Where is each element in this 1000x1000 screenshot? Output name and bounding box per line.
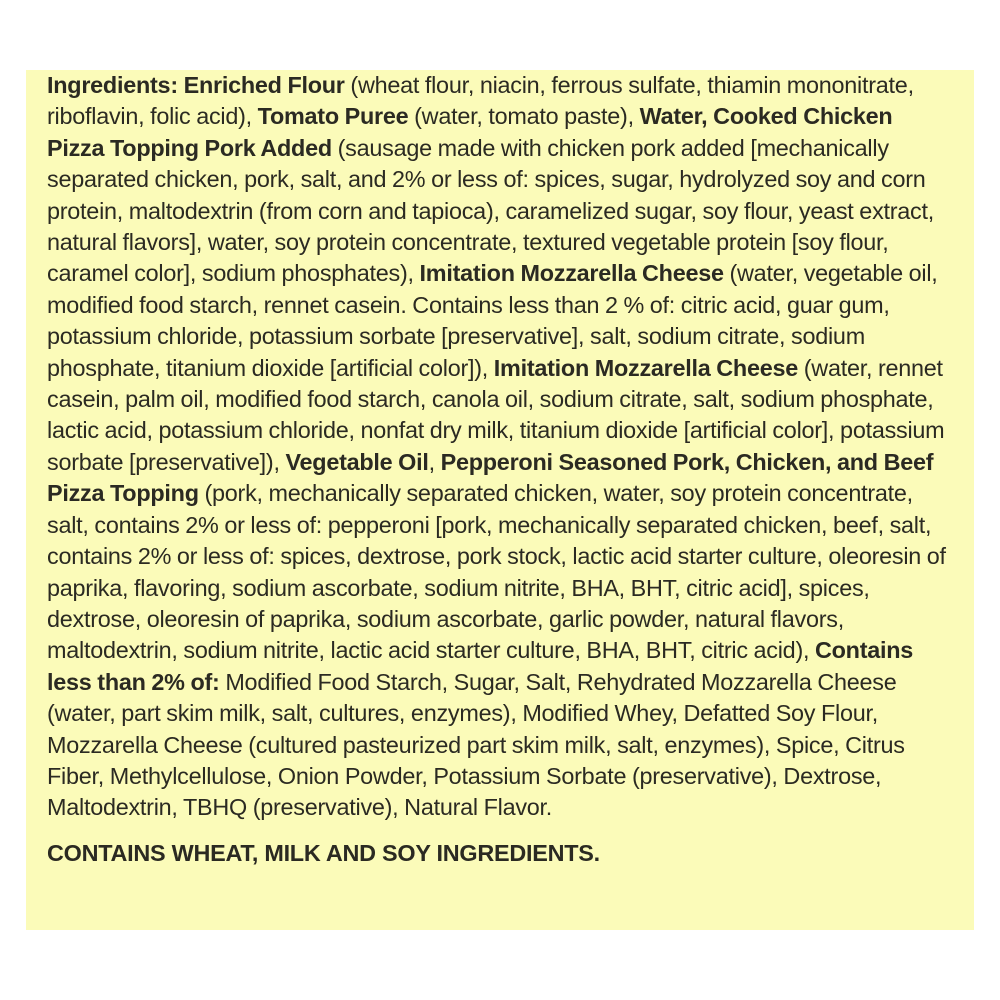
ingredient-segment: Imitation Mozzarella Cheese bbox=[493, 354, 799, 381]
ingredient-segment: Contains less than 2% of: bbox=[47, 637, 914, 695]
allergen-statement: CONTAINS WHEAT, MILK AND SOY INGREDIENTS. bbox=[47, 839, 600, 866]
ingredient-segment: (sausage made with chicken pork added [mechanically separated chicken, pork, salt, and 2% or less of: spices, sugar, hydrolyzed soy and corn protein, maltodextrin (from corn and tapioca), caramelized sugar, soy flour, yeast extract, natural flavors], water, soy protein concentrate, textured vegetable protein [soy flour, caramel color], sodium phosphates), bbox=[47, 134, 934, 287]
ingredient-segment: Vegetable Oil bbox=[285, 448, 429, 475]
ingredient-segment: Ingredients: Enriched Flour bbox=[47, 72, 345, 98]
ingredients-list bbox=[47, 70, 952, 824]
ingredient-segment: (pork, mechanically separated chicken, water, soy protein concentrate, salt, contains 2% or less of: pepperoni [pork, mechanically separated chicken, beef, salt, contains 2% or less of: spices, dextrose, pork stock, lactic acid starter culture, oleoresin of paprika, flavoring, sodium ascorbate, sodium nitrite, BHA, BHT, citric acid], spices, dextrose, oleoresin of paprika, sodium ascorbate, garlic powder, natural flavors, maltodextrin, sodium nitrite, lactic acid starter culture, BHA, BHT, citric acid), bbox=[47, 480, 946, 664]
ingredient-segment: (wheat flour, niacin, ferrous sulfate, thiamin mononitrate, riboflavin, folic acid), bbox=[47, 72, 914, 130]
ingredient-segment: (water, tomato paste), bbox=[408, 103, 640, 130]
ingredient-segment: Water, Cooked Chicken Pizza Topping Pork Added bbox=[47, 103, 893, 161]
ingredient-segment: , bbox=[428, 448, 441, 475]
ingredient-segment: Pepperoni Seasoned Pork, Chicken, and Beef Pizza Topping bbox=[47, 448, 934, 507]
ingredient-segment: Modified Food Starch, Sugar, Salt, Rehydrated Mozzarella Cheese (water, part skim milk, salt, cultures, enzymes), Modified Whey, Defatted Soy Flour, Mozzarella Cheese (cultured pasteurized part skim milk, salt, enzymes), Spice, Citrus Fiber, Methylcellulose, Onion Powder, Potassium Sorbate (preservative), Dextrose, Maltodextrin, TBHQ (preservative), Natural Flavor. bbox=[47, 668, 905, 821]
ingredient-segment: Imitation Mozzarella Cheese bbox=[419, 260, 724, 287]
ingredient-segment: Tomato Puree bbox=[257, 103, 409, 130]
ingredient-segment: (water, rennet casein, palm oil, modified food starch, canola oil, sodium citrate, salt, sodium phosphate, lactic acid, potassium chloride, nonfat dry milk, titanium dioxide [artificial color], potassium sorbate [preservative]), bbox=[47, 354, 945, 475]
ingredient-segment: (water, vegetable oil, modified food starch, rennet casein. Contains less than 2 % of: citric acid, guar gum, potassium chloride, potassium sorbate [preservative], salt, sodium citrate, sodium phosphate, titanium dioxide [artificial color]), bbox=[47, 260, 938, 381]
ingredients-label-panel bbox=[26, 70, 974, 930]
